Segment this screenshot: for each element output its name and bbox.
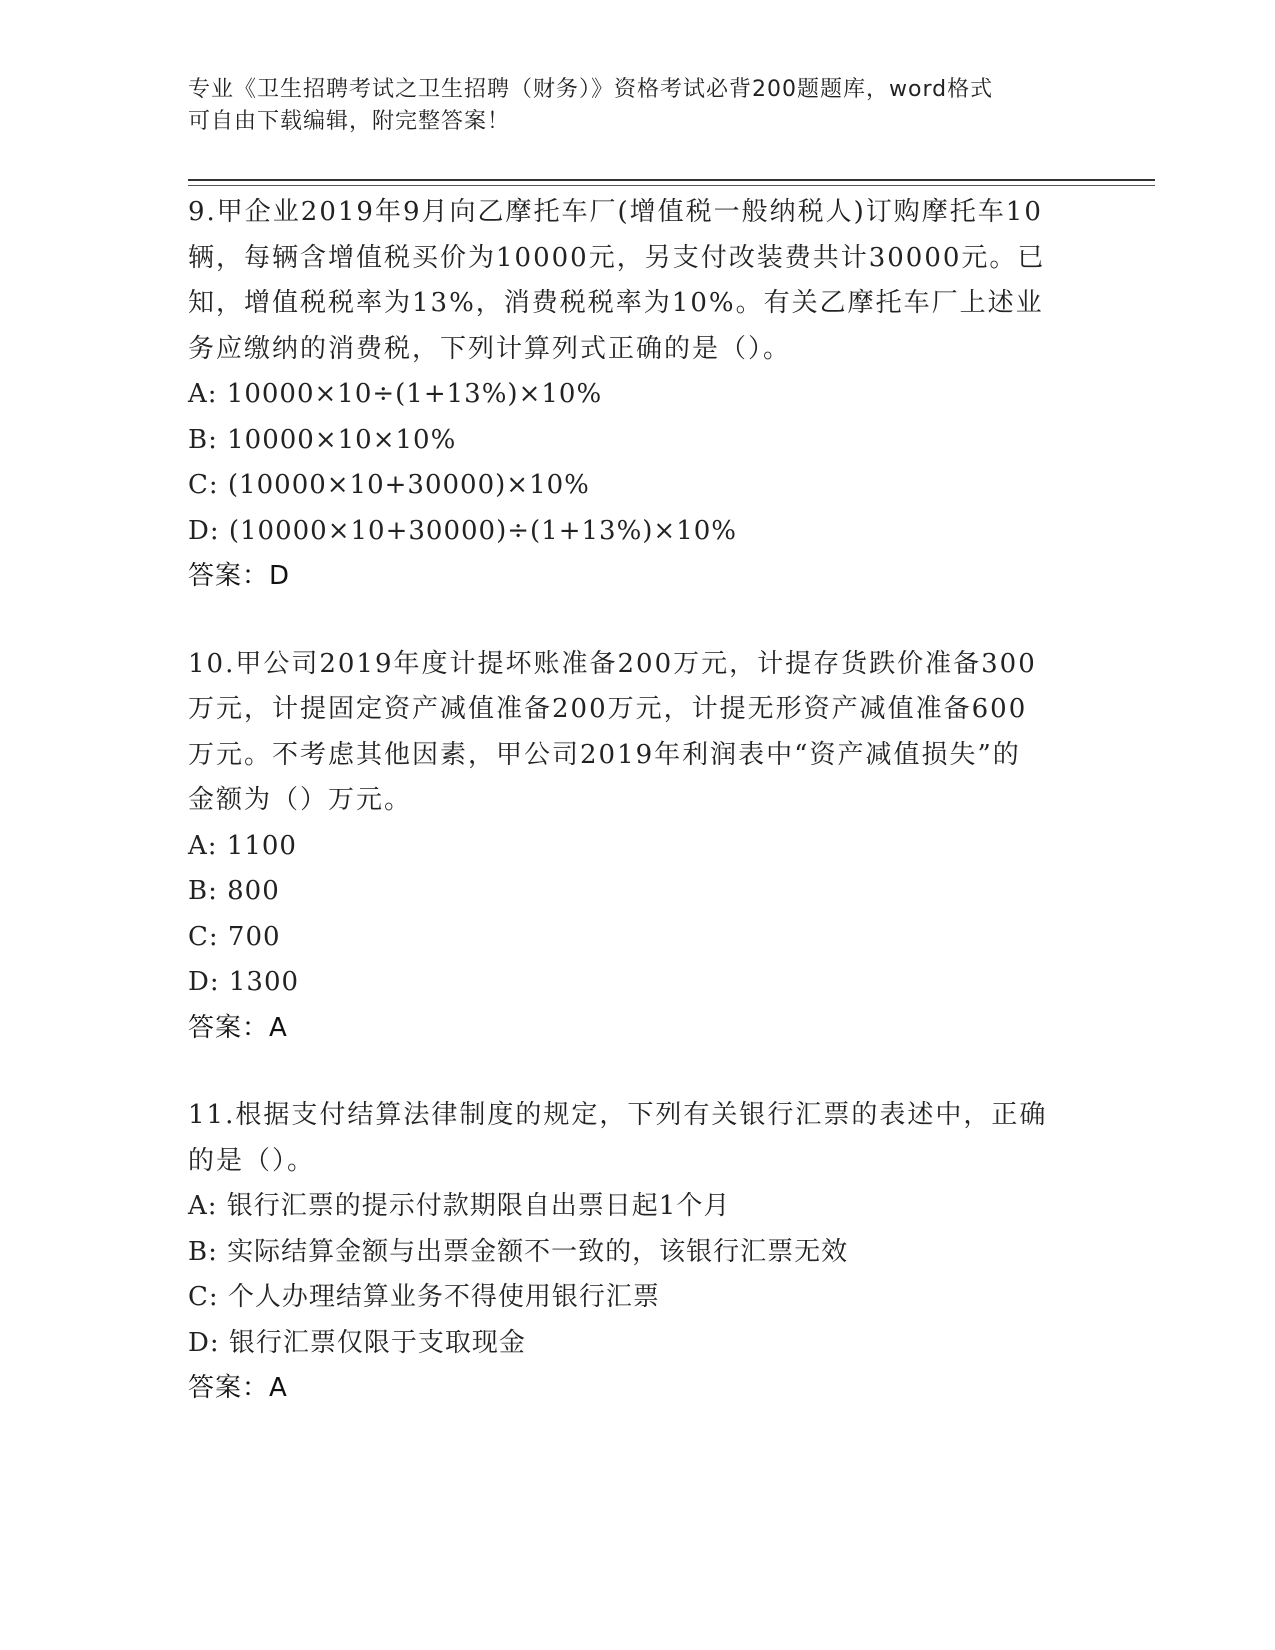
header-divider-thin xyxy=(188,185,1155,186)
question-10 xyxy=(188,642,1088,1052)
header-line-1: 专业《卫生招聘考试之卫生招聘（财务）》资格考试必背200题题库，word格式 xyxy=(188,77,994,102)
option-a: A: 1100 xyxy=(188,830,297,861)
option-d: D: (10000×10+30000)÷(1+13%)×10% xyxy=(188,515,737,546)
header-line-2: 可自由下载编辑，附完整答案！ xyxy=(188,109,511,134)
question-stem-line: 10.甲公司2019年度计提坏账准备200万元，计提存货跌价准备300 xyxy=(188,648,1037,679)
option-a: A: 10000×10÷(1+13%)×10% xyxy=(188,379,603,409)
answer-line: 答案：A xyxy=(188,1373,288,1403)
option-c: C: 个人办理结算业务不得使用银行汇票 xyxy=(188,1282,660,1312)
question-stem-line: 11.根据支付结算法律制度的规定，下列有关银行汇票的表述中，正确 xyxy=(188,1100,1048,1130)
question-stem-line: 金额为（）万元。 xyxy=(188,785,413,815)
option-b: B: 实际结算金额与出票金额不一致的，该银行汇票无效 xyxy=(188,1236,849,1267)
header-divider-thick xyxy=(188,179,1155,181)
question-list xyxy=(188,190,1088,1454)
question-stem-line: 9.甲企业2019年9月向乙摩托车厂(增值税一般纳税人)订购摩托车10 xyxy=(188,197,1043,227)
option-b: B: 800 xyxy=(188,876,280,906)
option-c: C: 700 xyxy=(188,921,281,952)
question-stem-line: 的是（）。 xyxy=(188,1145,316,1176)
question-stem-line: 万元。不考虑其他因素，甲公司2019年利润表中“资产减值损失”的 xyxy=(188,739,1021,770)
question-11 xyxy=(188,1093,1088,1412)
option-b: B: 10000×10×10% xyxy=(188,424,457,455)
option-d: D: 1300 xyxy=(188,967,300,997)
option-d: D: 银行汇票仅限于支取现金 xyxy=(188,1327,526,1358)
question-stem-line: 万元，计提固定资产减值准备200万元，计提无形资产减值准备600 xyxy=(188,694,1028,724)
option-a: A: 银行汇票的提示付款期限自出票日起1个月 xyxy=(188,1191,731,1221)
option-c: C: (10000×10+30000)×10% xyxy=(188,470,590,500)
document-header xyxy=(188,74,1088,138)
question-stem-line: 辆，每辆含增值税买价为10000元，另支付改装费共计30000元。已 xyxy=(188,242,1046,273)
answer-line: 答案：A xyxy=(188,1012,288,1043)
question-stem-line: 知，增值税税率为13%，消费税税率为10%。有关乙摩托车厂上述业 xyxy=(188,288,1044,318)
question-9 xyxy=(188,190,1088,600)
answer-line: 答案：D xyxy=(188,561,291,591)
question-stem-line: 务应缴纳的消费税，下列计算列式正确的是（）。 xyxy=(188,333,792,364)
